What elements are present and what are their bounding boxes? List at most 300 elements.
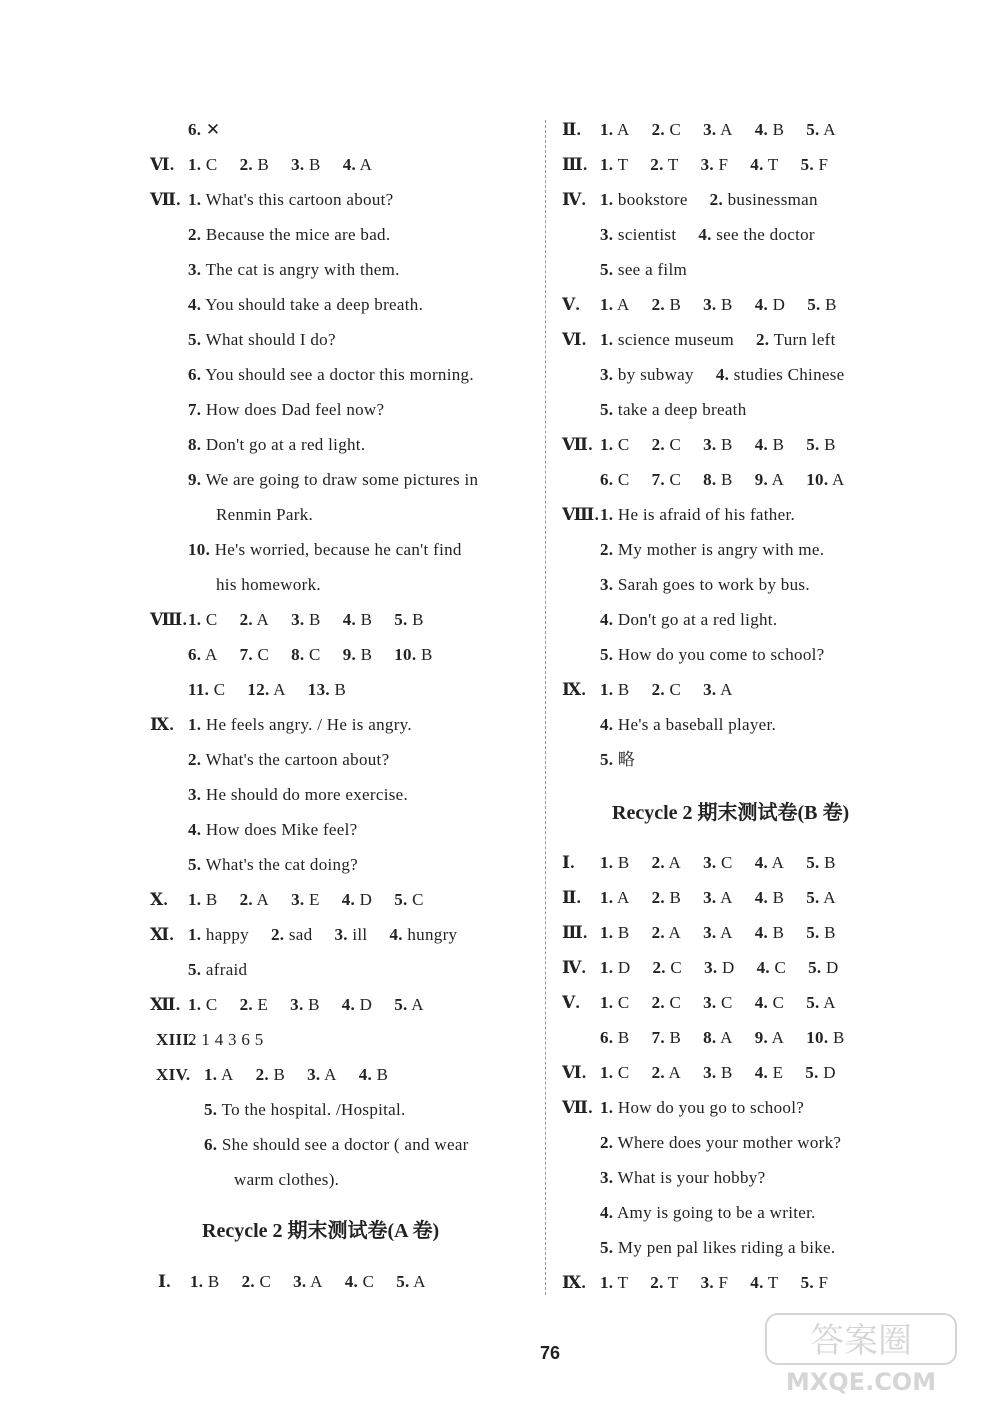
item-number: 4. (754, 120, 769, 139)
answer-item (600, 357, 694, 392)
answer-item (291, 637, 321, 672)
item-answer: T (617, 155, 629, 174)
item-answer: see a film (617, 260, 688, 279)
answer-item (755, 915, 785, 950)
item-answer: A (771, 470, 785, 489)
answer-item (755, 880, 785, 915)
answer-item (600, 1230, 835, 1265)
item-number: 4. (754, 435, 769, 454)
answer-item (188, 147, 218, 182)
answer-text (600, 1230, 835, 1265)
item-number: 4. (358, 1065, 373, 1084)
watermark-logo-text: 答案圈 (810, 1321, 912, 1361)
answer-item (652, 1020, 682, 1055)
item-answer: How does Mike feel? (205, 820, 358, 839)
answer-text (600, 845, 836, 880)
item-number: 1. (600, 1098, 614, 1117)
item-answer: by subway (617, 365, 694, 384)
answer-text (600, 880, 836, 915)
answer-item (188, 252, 400, 287)
item-number: 4. (342, 610, 357, 629)
item-answer: C (617, 1063, 630, 1082)
answer-item (652, 985, 682, 1020)
item-number: 5. (396, 1272, 410, 1291)
item-answer: his homework. (216, 575, 321, 594)
item-number: 9. (342, 645, 357, 664)
item-answer: D (359, 995, 373, 1014)
answer-text (188, 637, 433, 672)
answer-item (703, 287, 733, 322)
item-number: 8. (703, 470, 717, 489)
item-number: 7. (188, 400, 202, 419)
item-answer: B (772, 923, 785, 942)
section-numeral: Ⅱ. (562, 120, 582, 139)
item-number: 2. (239, 610, 253, 629)
item-answer: A (771, 1028, 785, 1047)
item-number: 1. (600, 680, 614, 699)
item-answer: 2 1 4 3 6 5 (188, 1030, 264, 1049)
item-answer: B (205, 890, 218, 909)
answer-item (600, 707, 776, 742)
item-answer: B (772, 120, 785, 139)
item-answer: B (669, 295, 682, 314)
answer-item (188, 112, 220, 147)
item-answer: A (720, 120, 733, 139)
answer-item (755, 427, 785, 462)
item-answer: A (668, 853, 682, 872)
answer-item (188, 462, 478, 497)
section-numeral: Ⅸ. (150, 715, 174, 734)
answer-text (188, 882, 424, 917)
section-numeral: Ⅷ. (150, 610, 188, 629)
item-number: 3. (700, 155, 714, 174)
item-answer: A (771, 853, 785, 872)
item-answer: A (616, 888, 630, 907)
item-number: 1. (600, 1273, 614, 1292)
item-answer: B (273, 1065, 286, 1084)
answer-item (652, 112, 682, 147)
answer-text (600, 1125, 841, 1160)
answer-item (188, 392, 384, 427)
answer-item (806, 985, 836, 1020)
answer-item (806, 112, 836, 147)
answer-item (806, 427, 836, 462)
item-number: 2. (188, 225, 202, 244)
item-answer: What's this cartoon about? (205, 190, 394, 209)
item-answer: Renmin Park. (216, 505, 314, 524)
item-number: 5. (600, 1238, 614, 1257)
item-number: 2. (239, 890, 253, 909)
item-number: 1. (600, 330, 614, 349)
section-numeral: Ⅵ. (150, 155, 175, 174)
item-number: 2. (651, 120, 665, 139)
answer-item (291, 147, 321, 182)
answer-item (757, 950, 787, 985)
item-number: 10. (806, 470, 829, 489)
answer-text (188, 1022, 264, 1057)
answer-item (652, 287, 682, 322)
section-numeral: Ⅴ. (562, 295, 581, 314)
answer-item (600, 1055, 630, 1090)
answer-item (256, 1057, 286, 1092)
item-answer: D (359, 890, 373, 909)
item-answer: T (767, 1273, 779, 1292)
item-answer: B (824, 853, 836, 872)
item-number: 5. (600, 645, 614, 664)
answer-item (801, 1265, 829, 1300)
answer-item (188, 637, 218, 672)
item-number: 4. (754, 295, 769, 314)
item-answer: E (309, 890, 320, 909)
column-divider (545, 120, 546, 1295)
item-answer: A (823, 888, 836, 907)
answer-text (188, 532, 462, 567)
item-number: 3. (293, 1272, 307, 1291)
item-number: 1. (188, 610, 202, 629)
answer-item (188, 217, 390, 252)
answer-item (216, 497, 313, 532)
answer-item (755, 1020, 785, 1055)
answer-text (600, 742, 635, 777)
item-number: 2. (651, 993, 665, 1012)
item-answer: C (669, 120, 682, 139)
item-answer: C (721, 853, 733, 872)
answer-item (703, 1055, 733, 1090)
item-answer: Amy is going to be a writer. (616, 1203, 816, 1222)
answer-text (600, 672, 733, 707)
answer-item (240, 987, 269, 1022)
item-number: 1. (600, 993, 614, 1012)
watermark-url-text: MXQE.COM (785, 1368, 937, 1396)
item-answer: B (207, 1272, 220, 1291)
item-number: 1. (600, 435, 614, 454)
item-answer: sad (288, 925, 313, 944)
item-number: 6. (188, 365, 202, 384)
answer-text (600, 287, 837, 322)
item-answer: T (767, 155, 779, 174)
section-numeral: Ⅲ. (562, 155, 588, 174)
answer-item (394, 637, 432, 672)
answer-item (291, 602, 321, 637)
item-number: 3. (600, 225, 614, 244)
answer-text (600, 112, 836, 147)
answer-item (334, 917, 367, 952)
answer-item (240, 602, 270, 637)
item-answer: ✕ (205, 120, 221, 139)
answer-text (188, 322, 336, 357)
answer-text (600, 147, 828, 182)
item-number: 1. (204, 1065, 218, 1084)
item-answer: afraid (205, 960, 248, 979)
item-answer: Because the mice are bad. (205, 225, 391, 244)
item-number: 5. (806, 853, 820, 872)
item-answer: She should see a doctor ( and wear (221, 1135, 469, 1154)
item-number: 4. (754, 993, 769, 1012)
answer-text (600, 392, 747, 427)
page-number: 76 (539, 1343, 561, 1363)
answer-item (600, 915, 630, 950)
item-number: 1. (188, 995, 202, 1014)
answer-item (755, 845, 785, 880)
answer-item (701, 1265, 729, 1300)
item-number: 6. (204, 1135, 218, 1154)
item-answer: B (824, 435, 836, 454)
item-number: 7. (651, 1028, 665, 1047)
answer-text (600, 602, 777, 637)
item-number: 5. (204, 1100, 218, 1119)
item-number: 8. (703, 1028, 717, 1047)
section-numeral: Ⅺ. (150, 925, 175, 944)
answer-item (806, 880, 836, 915)
answer-text (600, 497, 795, 532)
answer-item (188, 742, 389, 777)
answer-text (188, 672, 346, 707)
item-number: 3. (703, 680, 717, 699)
item-number: 2. (241, 1272, 255, 1291)
answer-item (755, 985, 785, 1020)
item-number: 5. (394, 890, 408, 909)
answer-item (703, 427, 733, 462)
section-numeral: Ⅷ. (562, 505, 600, 524)
answer-item (703, 985, 733, 1020)
answer-text (188, 707, 412, 742)
answer-item (600, 1265, 628, 1300)
item-answer: B (721, 435, 733, 454)
answer-text (204, 1127, 469, 1162)
item-number: 2. (651, 295, 665, 314)
answer-item (188, 882, 218, 917)
item-answer: What's the cartoon about? (205, 750, 390, 769)
answer-item (600, 497, 795, 532)
item-number: 10. (806, 1028, 829, 1047)
item-number: 3. (703, 993, 717, 1012)
item-answer: B (334, 680, 347, 699)
answer-item (600, 112, 630, 147)
item-answer: B (772, 888, 785, 907)
answer-text (188, 742, 389, 777)
answer-text (188, 462, 478, 497)
answer-item (600, 845, 630, 880)
answer-text (600, 1195, 816, 1230)
answer-item (600, 1020, 630, 1055)
answer-item (216, 567, 321, 602)
item-number: 4. (341, 995, 356, 1014)
item-answer: A (668, 923, 682, 942)
item-number: 5. (806, 888, 820, 907)
answer-item (394, 882, 424, 917)
answer-item (755, 1055, 784, 1090)
item-number: 11. (188, 680, 210, 699)
answer-item (190, 1264, 220, 1299)
item-number: 4. (341, 890, 356, 909)
item-number: 2. (239, 155, 253, 174)
answer-item (755, 112, 785, 147)
answer-item (600, 427, 630, 462)
section-numeral: Ⅻ. (150, 995, 181, 1014)
item-answer: D (617, 958, 631, 977)
item-number: 13. (307, 680, 330, 699)
answer-text (188, 987, 424, 1022)
item-answer: T (667, 155, 679, 174)
answer-text (600, 217, 815, 252)
item-number: 4. (754, 923, 769, 942)
section-numeral: Ⅱ. (562, 888, 582, 907)
item-answer: B (309, 610, 321, 629)
answer-item (600, 950, 631, 985)
answer-item (600, 287, 630, 322)
item-number: 2. (756, 330, 770, 349)
item-number: 1. (188, 155, 202, 174)
answer-item (234, 1162, 339, 1197)
item-answer: B (376, 1065, 389, 1084)
answer-item (652, 880, 682, 915)
answer-item (652, 427, 682, 462)
item-answer: A (413, 1272, 426, 1291)
item-number: 3. (188, 260, 202, 279)
item-answer: C (412, 890, 424, 909)
item-number: 1. (188, 190, 202, 209)
item-number: 5. (800, 155, 814, 174)
answer-item (806, 1020, 844, 1055)
item-number: 1. (600, 505, 614, 524)
item-number: 4. (188, 295, 202, 314)
item-answer: He should do more exercise. (205, 785, 409, 804)
item-answer: B (832, 1028, 845, 1047)
item-number: 5. (808, 958, 822, 977)
answer-item (396, 1264, 426, 1299)
answer-item (600, 1090, 804, 1125)
answer-text (188, 847, 358, 882)
answer-item (343, 637, 373, 672)
watermark-logo (746, 1308, 976, 1398)
answer-item (394, 987, 424, 1022)
item-number: 5. (394, 995, 408, 1014)
item-number: 4. (754, 888, 769, 907)
item-answer: A (220, 1065, 234, 1084)
item-number: 5. (807, 295, 821, 314)
item-number: 5. (600, 750, 614, 769)
item-number: 4. (600, 715, 614, 734)
answer-text (188, 952, 247, 987)
item-answer: A (832, 470, 845, 489)
section-numeral: Ⅵ. (562, 330, 587, 349)
item-answer: D (721, 958, 735, 977)
item-number: 7. (651, 470, 665, 489)
answer-text (216, 567, 321, 602)
item-answer: see the doctor (716, 225, 815, 244)
item-answer: B (360, 610, 373, 629)
item-answer: studies Chinese (733, 365, 845, 384)
answer-item (307, 1057, 337, 1092)
answer-item (600, 217, 676, 252)
answer-item (204, 1092, 406, 1127)
answer-text (204, 1092, 406, 1127)
answer-item (188, 777, 408, 812)
section-numeral: Ⅰ. (158, 1272, 171, 1291)
item-answer: C (670, 958, 683, 977)
item-number: 8. (188, 435, 202, 454)
item-answer: A (720, 923, 733, 942)
answer-text (216, 497, 313, 532)
item-number: 2. (651, 680, 665, 699)
answer-item (240, 637, 270, 672)
answer-text (600, 252, 687, 287)
section-numeral: Ⅴ. (562, 993, 581, 1012)
answer-item (247, 672, 285, 707)
answer-item (600, 462, 630, 497)
answer-item (345, 1264, 375, 1299)
answer-item (755, 287, 786, 322)
answer-item (600, 1195, 816, 1230)
answer-item (652, 1055, 682, 1090)
item-number: 3. (291, 155, 305, 174)
item-number: 7. (239, 645, 253, 664)
item-answer: A (616, 120, 630, 139)
item-answer: To the hospital. /Hospital. (221, 1100, 406, 1119)
answer-item (600, 532, 824, 567)
answer-item (756, 322, 836, 357)
item-answer: F (718, 1273, 729, 1292)
answer-text (600, 567, 810, 602)
item-number: 4. (750, 1273, 764, 1292)
answer-item (359, 1057, 389, 1092)
section-numeral: Ⅶ. (150, 190, 181, 209)
answer-item (600, 567, 810, 602)
answer-item (600, 985, 630, 1020)
answer-item (806, 845, 836, 880)
item-answer: What's the cat doing? (205, 855, 359, 874)
answer-item (703, 880, 733, 915)
item-answer: A (823, 120, 836, 139)
item-number: 3. (600, 365, 614, 384)
answer-item (188, 812, 358, 847)
item-answer: F (718, 155, 729, 174)
answer-item (188, 847, 358, 882)
item-answer: C (772, 993, 785, 1012)
item-number: 3. (704, 958, 718, 977)
answer-text (190, 1264, 426, 1299)
item-number: 1. (600, 155, 614, 174)
item-number: 3. (188, 785, 202, 804)
answer-item (188, 1022, 264, 1057)
item-number: 1. (190, 1272, 204, 1291)
item-answer: C (259, 1272, 272, 1291)
section-numeral: Ⅲ. (562, 923, 588, 942)
item-number: 4. (600, 1203, 614, 1222)
section-numeral: Ⅶ. (562, 1098, 593, 1117)
item-number: 3. (703, 888, 717, 907)
answer-text (600, 427, 836, 462)
answer-text (188, 217, 390, 252)
answer-item (807, 287, 837, 322)
item-answer: My pen pal likes riding a bike. (617, 1238, 836, 1257)
answer-text (600, 637, 825, 672)
item-answer: How do you come to school? (617, 645, 825, 664)
item-number: 1. (188, 890, 202, 909)
item-answer: C (257, 645, 270, 664)
section-numeral: Ⅶ. (562, 435, 593, 454)
answer-item (755, 462, 785, 497)
answer-text (188, 427, 365, 462)
item-answer: A (616, 295, 630, 314)
answer-item (808, 950, 839, 985)
item-number: 1. (600, 958, 614, 977)
item-number: 4. (188, 820, 202, 839)
item-answer: B (772, 435, 785, 454)
answer-text (188, 392, 384, 427)
item-number: 3. (703, 1063, 717, 1082)
answer-item (342, 987, 373, 1022)
